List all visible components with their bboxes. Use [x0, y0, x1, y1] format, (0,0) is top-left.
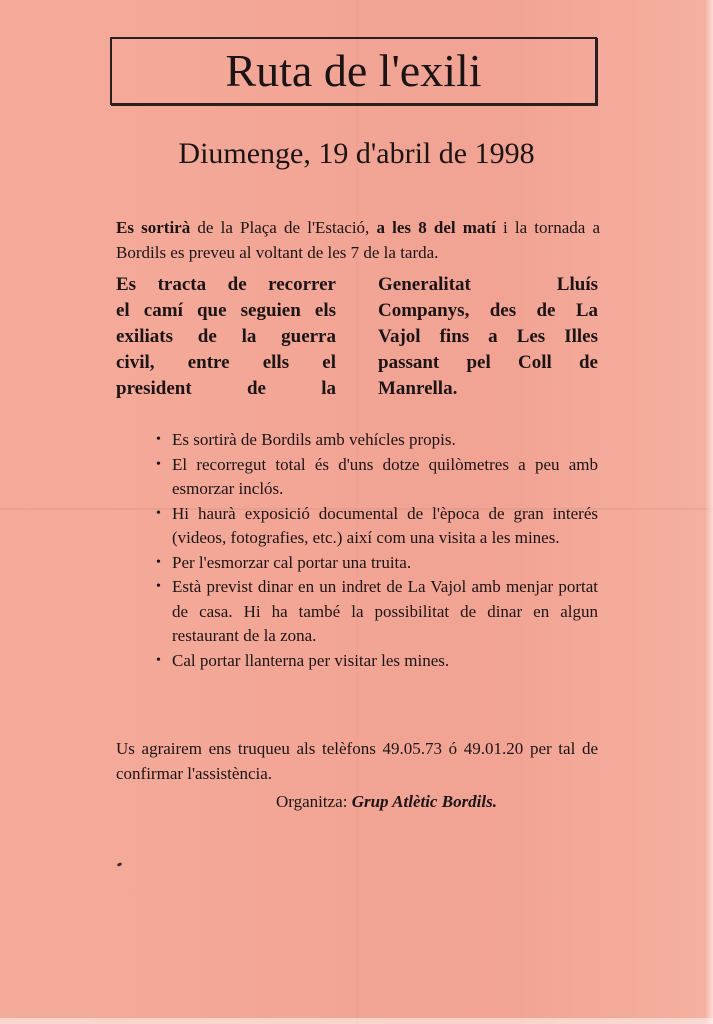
bullet-icon: •: [156, 432, 161, 447]
list-item: [154, 649, 598, 674]
list-item: [154, 502, 598, 551]
list-item-text: El recorregut total és d'uns dotze quilòmetres a peu amb esmorzar inclós.: [172, 454, 598, 498]
description-column-left: [116, 272, 336, 402]
description-line: president de la: [116, 378, 336, 399]
description-columns: [116, 272, 598, 402]
bullet-icon: •: [156, 554, 161, 570]
organizer-line: [276, 789, 497, 814]
description-line: Companys, des de La: [378, 300, 598, 321]
list-item: [154, 551, 598, 576]
list-item: [154, 453, 598, 502]
list-item-text: Està previst dinar en un indret de La Vajol amb menjar portat de casa. Hi ha també la possibilitat de dinar en algun restaurant de la zona.: [172, 577, 598, 645]
paper-edge-bottom: [0, 1018, 713, 1024]
list-item-text: Cal portar llanterna per visitar les mines.: [172, 650, 450, 670]
bullet-icon: •: [156, 652, 161, 668]
list-item-text: Hi haurà exposició documental de l'època de gran interés (videos, fotografies, etc.) així com una visita a les mines.: [172, 503, 598, 547]
organizer-name: Grup Atlètic Bordils.: [351, 792, 497, 811]
contact-paragraph: Us agrairem ens truqueu als telèfons 49.05.73 ó 49.01.20 per tal de confirmar l'assistència.: [116, 739, 598, 783]
bullet-icon: •: [156, 505, 161, 521]
list-item: [154, 575, 598, 649]
details-list: [154, 428, 598, 673]
title-box: [110, 37, 597, 105]
description-line: passant pel Coll de: [378, 352, 598, 373]
description-line: civil, entre ells el: [116, 352, 336, 373]
event-date: Diumenge, 19 d'abril de 1998: [178, 137, 535, 170]
bullet-icon: •: [156, 579, 161, 594]
departure-paragraph: [116, 215, 600, 265]
departure-text-1: de la Plaça de l'Estació,: [190, 218, 377, 237]
document-title: Ruta de l'exili: [225, 45, 482, 96]
departure-text-2: i la tornada a Bordils es preveu al voltant de les 7 de la tarda.: [116, 218, 600, 262]
list-item: [154, 428, 598, 453]
departure-bold-1: Es sortirà: [116, 218, 191, 237]
ink-speck: [117, 862, 123, 867]
description-line: Vajol fins a Les Illes: [378, 326, 598, 347]
description-line: el camí que seguien els: [116, 300, 336, 321]
description-line: exiliats de la guerra: [116, 326, 336, 347]
list-item-text: Per l'esmorzar cal portar una truita.: [172, 552, 412, 572]
description-column-right: [378, 272, 598, 402]
list-item-text: Es sortirà de Bordils amb vehícles propis.: [172, 430, 456, 449]
description-line: Es tracta de recorrer: [116, 274, 336, 295]
bullet-icon: •: [156, 456, 161, 472]
departure-bold-2: a les 8 del matí: [376, 218, 496, 237]
organizer-label: Organitza:: [276, 792, 352, 811]
description-line: Generalitat Lluís: [378, 274, 598, 295]
description-line: Manrella.: [378, 378, 458, 399]
